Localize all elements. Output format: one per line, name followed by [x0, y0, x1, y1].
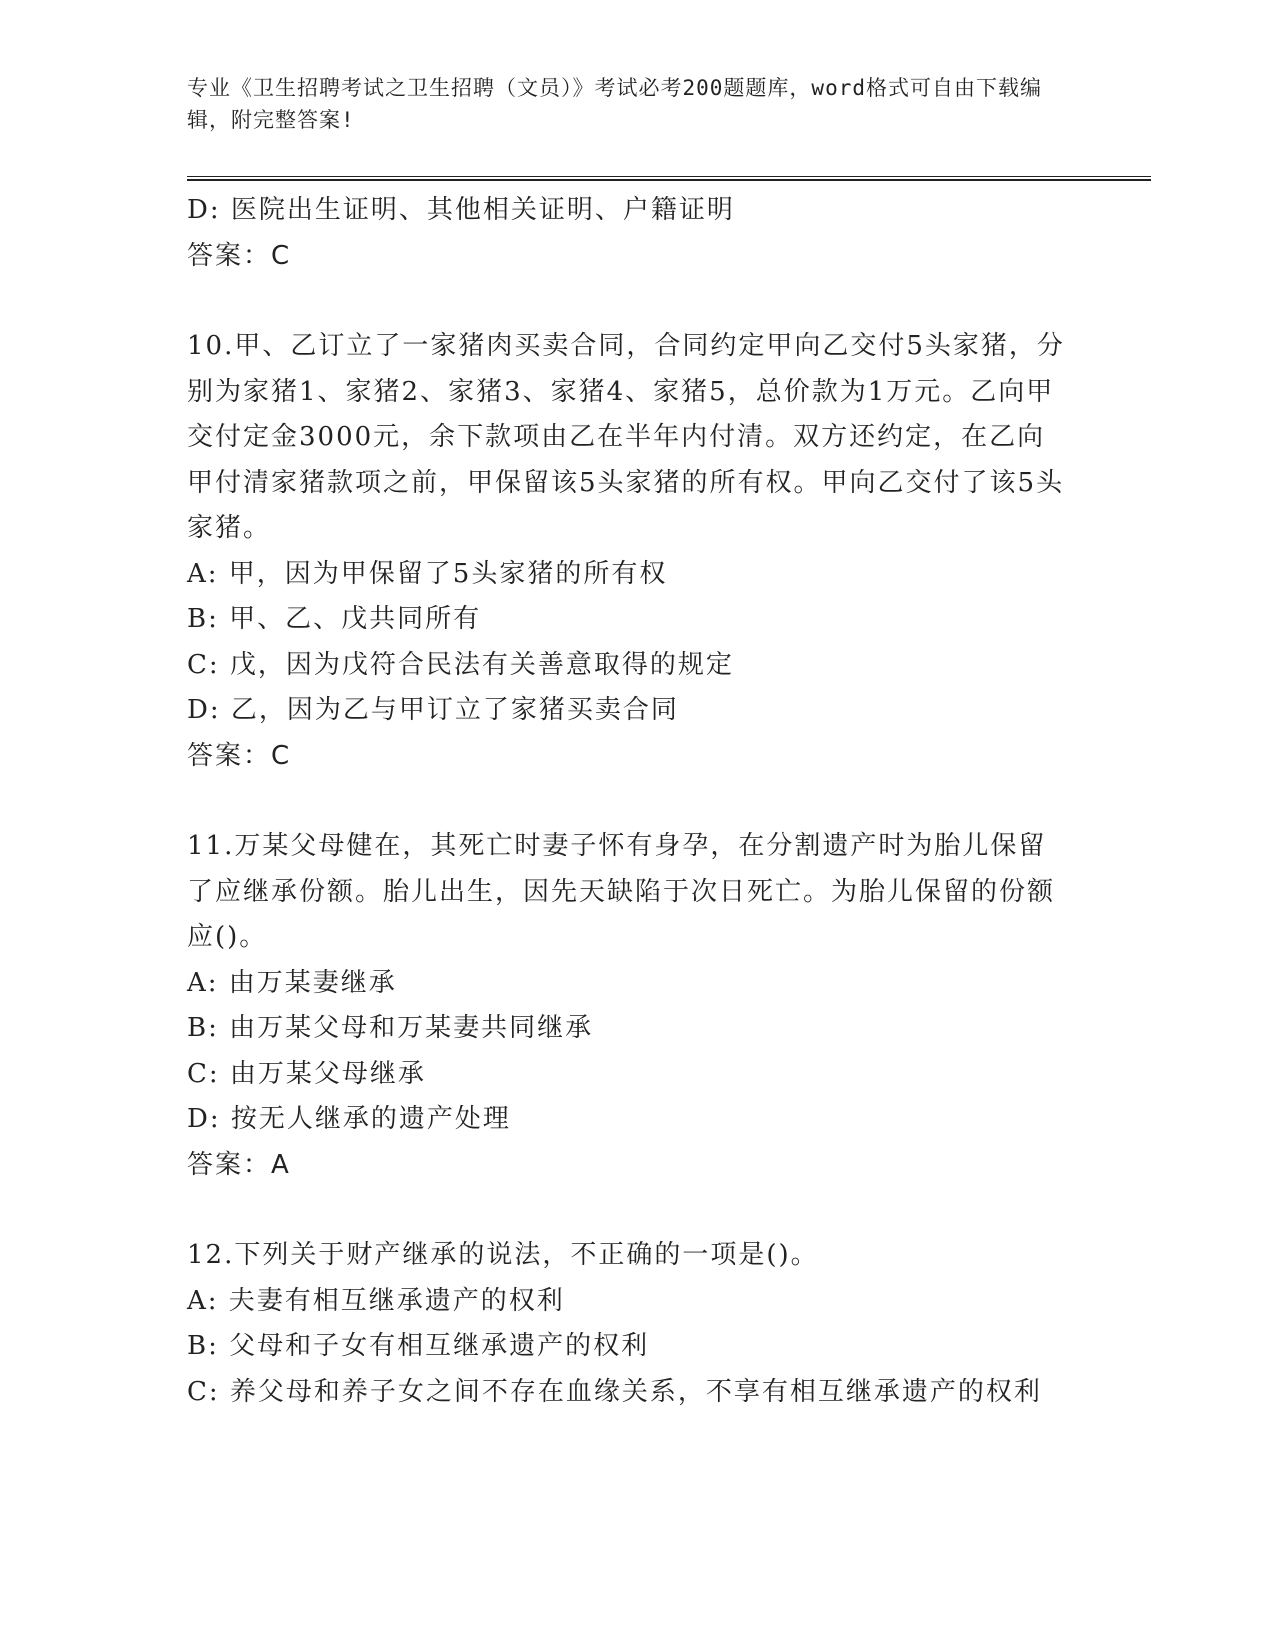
option-c: C: 养父母和养子女之间不存在血缘关系，不享有相互继承遗产的权利 [187, 1376, 1042, 1407]
option-a: A: 甲，因为甲保留了5头家猪的所有权 [187, 558, 668, 589]
question-text: 12.下列关于财产继承的说法，不正确的一项是()。 [187, 1240, 819, 1270]
option-a: A: 由万某妻继承 [187, 967, 397, 998]
answer-line: 答案：C [187, 240, 292, 271]
answer-line: 答案：A [187, 1149, 291, 1180]
option-d: D: 乙，因为乙与甲订立了家猪买卖合同 [187, 695, 679, 725]
option-b: B: 父母和子女有相互继承遗产的权利 [187, 1331, 650, 1361]
option-b: B: 由万某父母和万某妻共同继承 [187, 1013, 594, 1043]
option-d: D: 按无人继承的遗产处理 [187, 1104, 511, 1134]
option-b: B: 甲、乙、戊共同所有 [187, 604, 482, 634]
question-text: 10.甲、乙订立了一家猪肉买卖合同，合同约定甲向乙交付5头家猪，分别为家猪1、家猪2、家猪3、家猪4、家猪5，总价款为1万元。乙向甲交付定金3000元，余下款项由乙在半年内付清。双方还约定，在乙向甲付清家猪款项之前，甲保留该5头家猪的所有权。甲向乙交付了该5头家猪。 [187, 331, 1065, 543]
header-divider [187, 176, 1151, 181]
previous-question-tail [187, 188, 1087, 279]
page-header [187, 72, 1067, 136]
option-d: D: 医院出生证明、其他相关证明、户籍证明 [187, 195, 735, 225]
question-text: 11.万某父母健在，其死亡时妻子怀有身孕，在分割遗产时为胎儿保留了应继承份额。胎儿出生，因先天缺陷于次日死亡。为胎儿保留的份额应()。 [187, 831, 1056, 952]
option-a: A: 夫妻有相互继承遗产的权利 [187, 1285, 565, 1316]
option-c: C: 由万某父母继承 [187, 1058, 426, 1089]
question-10 [187, 324, 1087, 779]
question-11 [187, 824, 1087, 1188]
question-12 [187, 1233, 1087, 1415]
option-c: C: 戊，因为戊符合民法有关善意取得的规定 [187, 649, 734, 680]
document-title: 专业《卫生招聘考试之卫生招聘（文员）》考试必考200题题库，word格式可自由下载编辑，附完整答案! [187, 76, 1042, 132]
answer-line: 答案：C [187, 740, 292, 771]
question-content [187, 188, 1087, 1415]
